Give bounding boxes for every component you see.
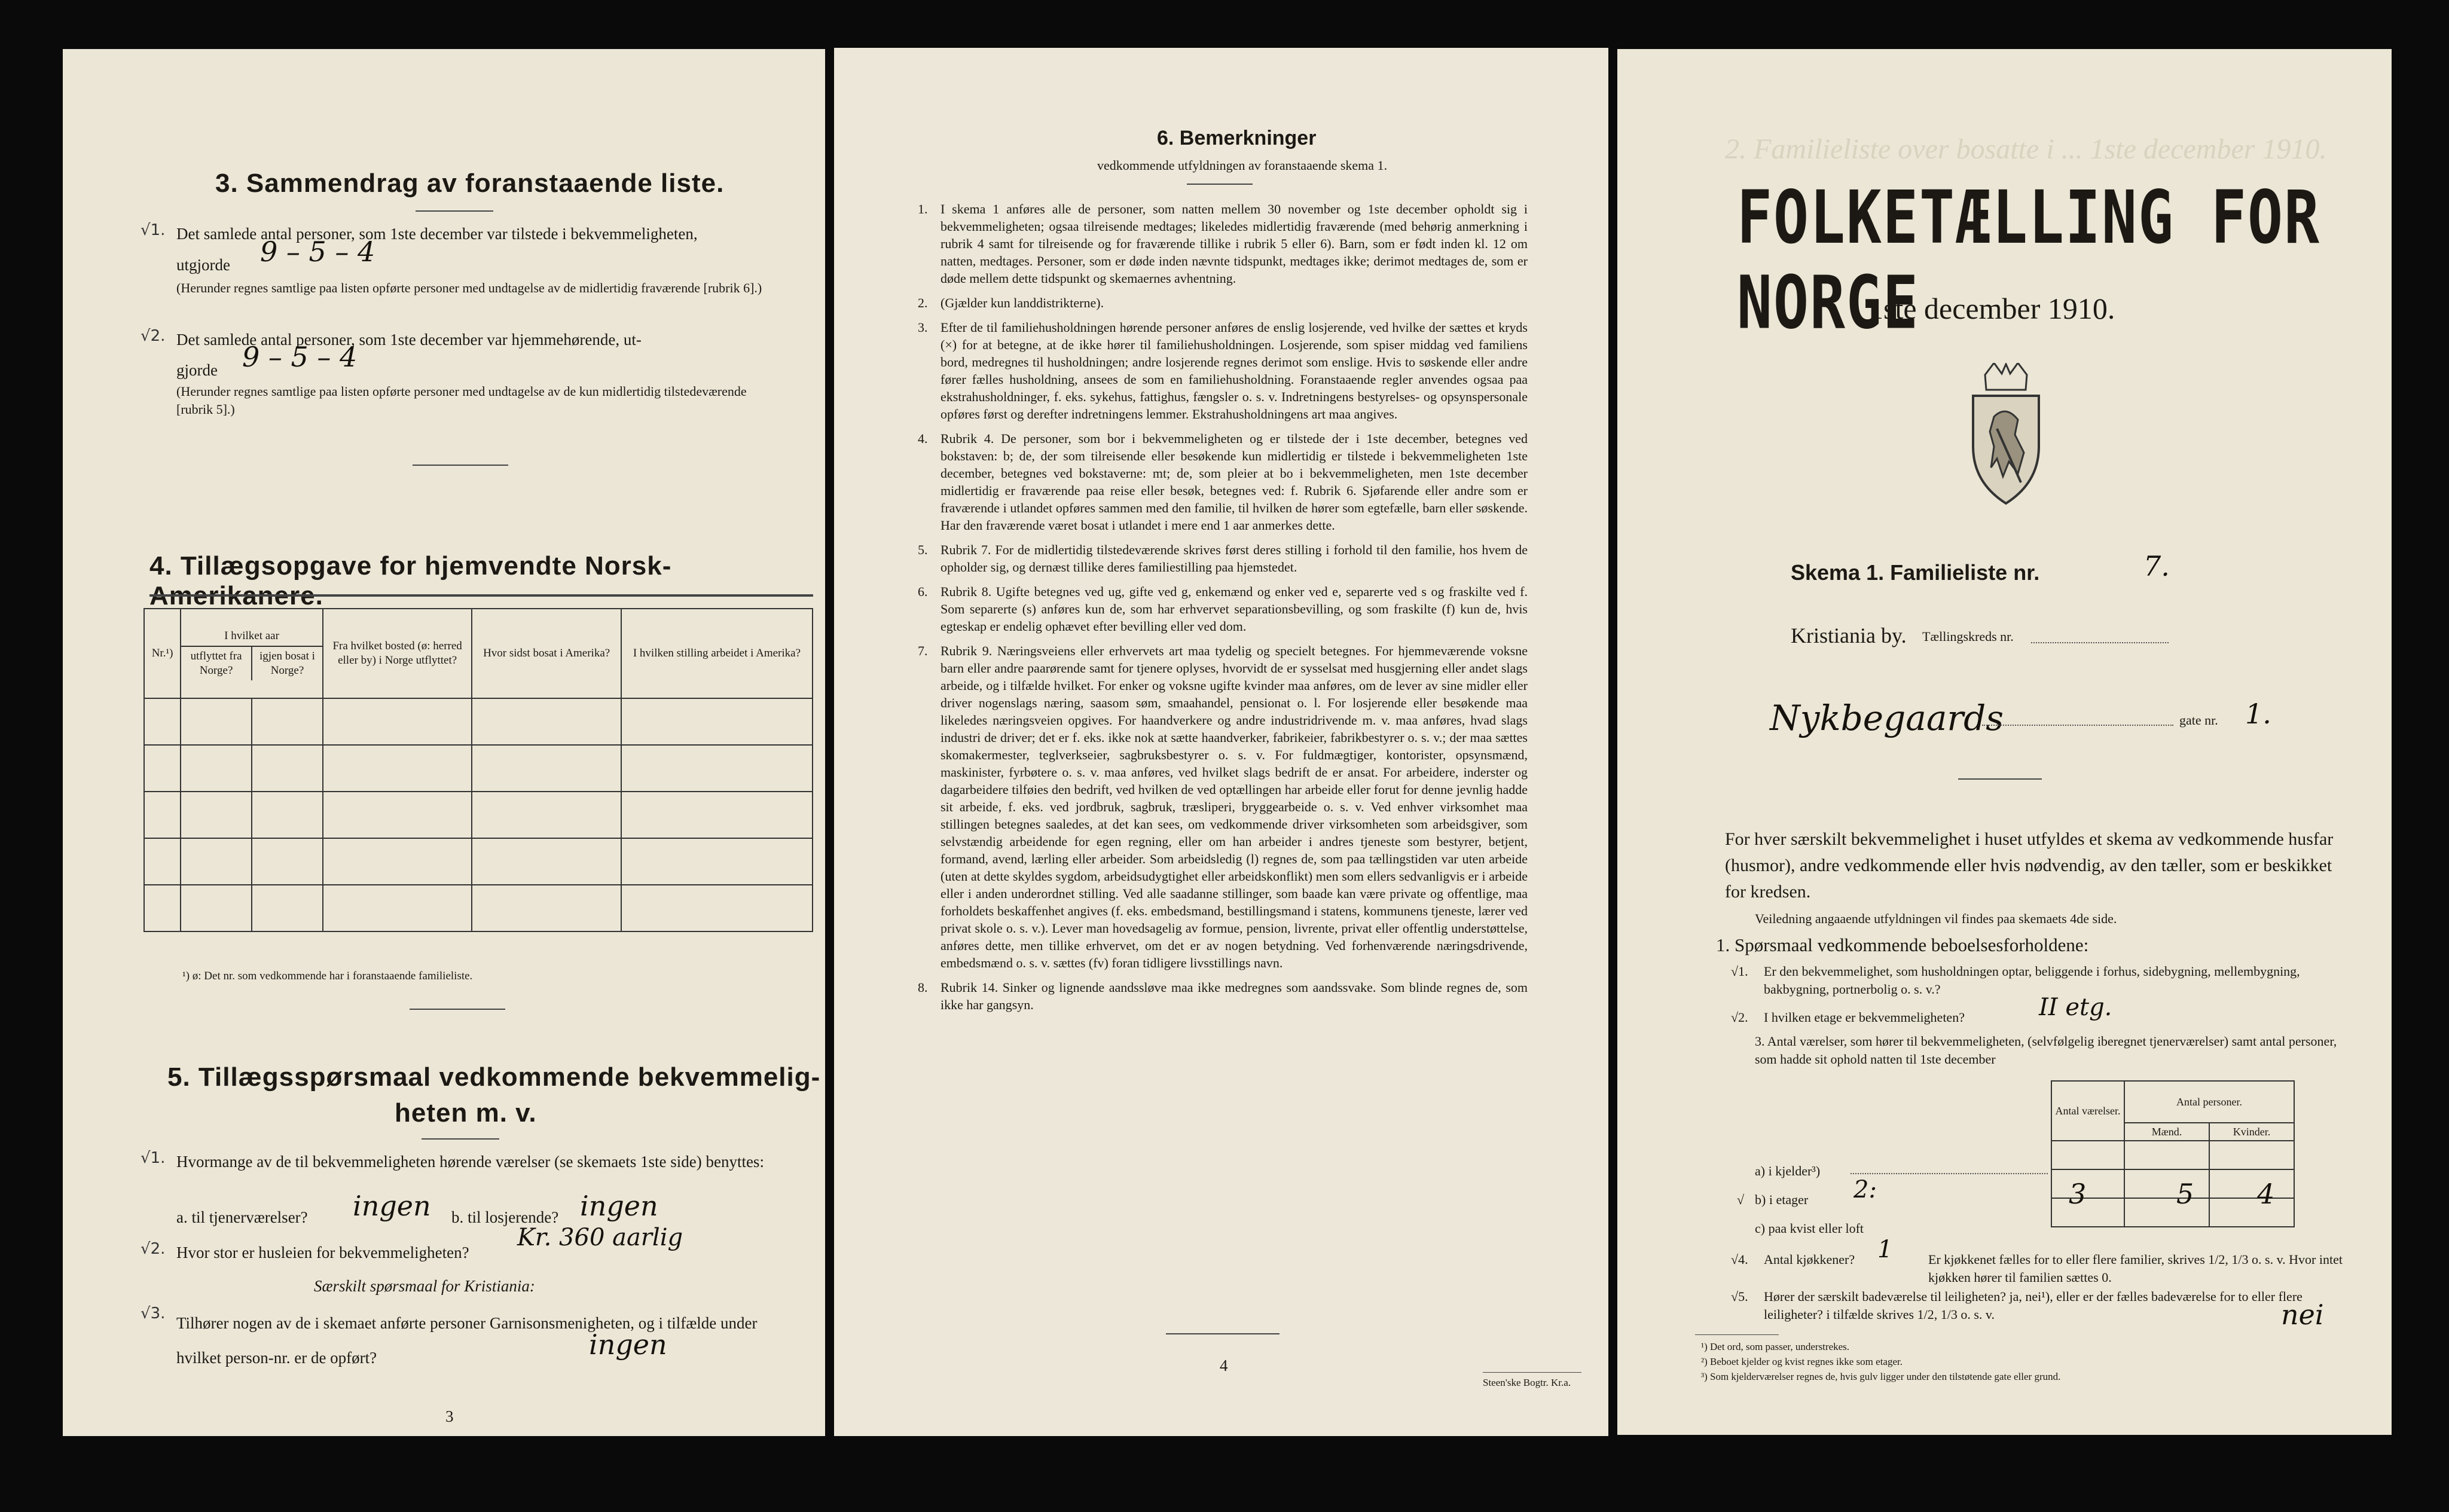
- s5-q1b-answer: ingen: [580, 1190, 658, 1222]
- col-women: Kvinder.: [2209, 1123, 2294, 1141]
- remark-number: 1.: [918, 201, 928, 216]
- remarks-list: [918, 200, 1528, 1021]
- divider: [1958, 778, 2042, 780]
- s5-question-1: Hvormange av de til bekvemmeligheten hørende værelser (se skemaets 1ste side) benyttes:: [176, 1153, 764, 1171]
- gate-number: 1.: [2245, 698, 2271, 730]
- page-right: [1617, 49, 2392, 1435]
- question-4: Antal kjøkkener?: [1764, 1252, 1855, 1267]
- divider: [1187, 184, 1253, 185]
- footnote-2: ²) Beboet kjelder og kvist regnes ikke som etager.: [1701, 1356, 1903, 1367]
- table-row: [144, 698, 813, 745]
- norsk-amerikanere-table: [143, 608, 813, 932]
- remark-number: 5.: [918, 542, 928, 557]
- printer-mark: Steen'ske Bogtr. Kr.a.: [1483, 1377, 1571, 1388]
- skema-number: 7.: [2143, 550, 2170, 582]
- col-stilling: I hvilken stilling arbeidet i Amerika?: [621, 609, 813, 698]
- question-1: Er den bekvemmelighet, som husholdningen optar, beliggende i forhus, sidebygning, mellembygning, bakbygning, portnerbolig o. s. v.?: [1764, 964, 2300, 997]
- section3-title: 3. Sammendrag av foranstaaende liste.: [215, 169, 725, 198]
- col-persons: Antal personer.: [2124, 1081, 2294, 1123]
- check-mark: √4.: [1731, 1252, 1748, 1267]
- section4-title: 4. Tillægsopgave for hjemvendte Norsk-Amerikanere.: [149, 551, 672, 610]
- coat-of-arms-icon: [1961, 363, 2051, 506]
- col-utflyttet: utflyttet fra Norge?: [181, 647, 252, 680]
- remark-text: Efter de til familiehusholdningen hørende personer anføres de enslig losjerende, ved hvilke der sættes et kryds (×) for at betegne, at de ikke hører til familiehusholdningen. Losjerende, som spiser middag ved familiens bord, medregnes til husholdningen; andre losjerende regnes derimot som enslige. Hvis to søskende eller andre fører fælles husholdning, ansees de som en familiehusholdning. Foranstaaende regler anvendes ogsaa paa ekstrahusholdninger, f. eks. sykehus, fattighus, fængsler o. s. v. Indretningens bestyrelses- og opsynspersonale opføres først og derefter indretningens lemmer. Ekstrahusholdningens art maa angives.: [940, 320, 1528, 421]
- remark-item: [918, 430, 1528, 534]
- check-mark: √2.: [141, 327, 166, 345]
- col-bosted: Fra hvilket bosted (ø: herred eller by) i Norge utflyttet?: [323, 609, 472, 698]
- s3-q2-label: gjorde: [176, 361, 218, 379]
- remark-text: Rubrik 14. Sinker og lignende aandssløve maa ikke medregnes som aandssvake. Som blinde regnes de, som ikke har gangsyn.: [940, 980, 1528, 1012]
- divider: [1483, 1372, 1581, 1373]
- remark-text: (Gjælder kun landdistrikterne).: [940, 295, 1104, 310]
- divider: [416, 210, 493, 212]
- intro-text: For hver særskilt bekvemmelighet i huset utfyldes et skema av vedkommende husfar (husmor), andre vedkommende eller hvis nødvendig, av den tæller, som er beskikket for kredsen.: [1725, 829, 2334, 902]
- remark-number: 2.: [918, 295, 928, 310]
- col-igjen: igjen bosat i Norge?: [259, 650, 315, 677]
- table-row: [144, 838, 813, 885]
- street-line: [1982, 725, 2173, 726]
- page-middle: [834, 48, 1608, 1436]
- street-name: Nykbegaards: [1770, 698, 2004, 738]
- s5-question-2: Hvor stor er husleien for bekvemmeligheten?: [176, 1244, 469, 1261]
- row-b-men: 5: [2176, 1178, 2194, 1210]
- question-5-answer: nei: [2281, 1299, 2324, 1331]
- col-rooms: Antal værelser.: [2051, 1081, 2124, 1141]
- row-etager: b) i etager: [1755, 1192, 1809, 1207]
- remark-number: 4.: [918, 431, 928, 446]
- divider: [413, 465, 508, 466]
- row-kvist: c) paa kvist eller loft: [1755, 1221, 1864, 1236]
- s5-q1a-answer: ingen: [353, 1190, 431, 1222]
- table-row: [144, 745, 813, 792]
- divider: [1166, 1333, 1280, 1334]
- s3-q2-note: (Herunder regnes samtlige paa listen opførte personer med undtagelse av de kun midlertidig tilstedeværende [rubrik 5].): [176, 384, 747, 417]
- remark-item: [918, 541, 1528, 576]
- question-4-rest: Er kjøkkenet fælles for to eller flere familier, skrives 1/2, 1/3 o. s. v. Hvor intet kjøkken hører til familien sættes 0.: [1928, 1252, 2343, 1285]
- section6-title: 6. Bemerkninger: [1157, 127, 1317, 149]
- remark-item: [918, 979, 1528, 1013]
- footnote-3: ³) Som kjelderværelser regnes de, hvis gulv ligger under den tilstøtende gate eller grund.: [1701, 1371, 2061, 1382]
- check-mark: √3.: [141, 1305, 166, 1322]
- col-amerika: Hvor sidst bosat i Amerika?: [472, 609, 621, 698]
- check-mark: √1.: [141, 221, 166, 239]
- row-b-floor: 2:: [1853, 1176, 1877, 1204]
- remark-text: I skema 1 anføres alle de personer, som natten mellem 30 november og 1ste december opholdt sig i bekvemmeligheten; ogsaa tilreisende medtages; likeledes midlertidig fraværende (med behørig anmerkning i rubrik 4 samt for tilreisende og for fraværende tillike i rubrik 5 eller 6). Barn, som er født inden kl. 12 om natten, medtages. Personer, som er døde inden nævnte tidspunkt, medtages ikke; derimot medtages de, som er døde mellem dette tidspunkt og skemaernes avhentning.: [940, 201, 1528, 286]
- footnote-1: ¹) Det ord, som passer, understrekes.: [1701, 1341, 1850, 1352]
- s5-q1a-label: a. til tjenerværelser?: [176, 1208, 308, 1226]
- remark-number: 7.: [918, 643, 928, 658]
- question-4-answer: 1: [1877, 1236, 1893, 1263]
- s5-special-heading: Særskilt spørsmaal for Kristiania:: [314, 1277, 535, 1295]
- section5-title-1: 5. Tillægsspørsmaal vedkommende bekvemmelig-: [167, 1062, 821, 1092]
- faded-header: 2. Familieliste over bosatte i ... 1ste december 1910.: [1725, 133, 2327, 165]
- gate-label: gate nr.: [2179, 713, 2218, 728]
- s5-question-3: Tilhører nogen av de i skemaet anførte personer Garnisonsmenigheten, og i tilfælde under hvilket person-nr. er de opført?: [176, 1314, 758, 1367]
- check-mark: √1.: [1731, 964, 1748, 979]
- col-men: Mænd.: [2124, 1123, 2209, 1141]
- remark-text: Rubrik 9. Næringsveiens eller erhvervets art maa tydelig og specielt betegnes. For hjemmeværende voksne barn eller andre paarørende samt for tjenere oplyses, hvorvidt de er sysselsat med husgjerning eller andet slags arbeide, og i tilfælde hvilket. For enker og voksne ugifte kvinder maa anføres, om de lever av sine midler eller driver nogenslags næring, saasom søm, smaahandel, pensionat o. l. For losjerende eller besøkende maa likeledes næringsveien opgives. For haandverkere og andre industridrivende m. v. maa anføres, hvad slags industri de driver; det er f. eks. ikke nok at sætte haandverker, fabrikeier, fabrikbestyrer o. s. v.; der maa sættes skomakermester, teglverkseier, sagbruksbestyrer o. s. v. For fuldmægtiger, kontorister, opsynsmænd, maskinister, fyrbøtere o. s. v. maa anføres, ved hvilket slags bedrift de er ansat. For arbeidere, inderster og dagarbeidere tilføies den bedrift, ved hvilken de ved optællingen har arbeide eller forut for denne jevnlig hadde sit arbeide, f. eks. ved jordbruk, sagbruk, træsliperi, bryggearbeide o. s. v. Ved enhver virksomhet maa stillingen betegnes saaledes, at det kan sees, om vedkommende driver virksomheten som arbeidsgiver, som selvstændig arbeidende for egen regning, eller om han arbeider i andres tjeneste som bestyrer, betjent, formand, avend, lærling eller arbeider. Som arbeidsledig (l) regnes de, som paa tællingstiden var uten arbeide (uten at dette skyldes sygdom, arbeidsudygtighet eller arbeidskonflikt) men som ellers sedvanligvis er i arbeide eller i anden underordnet stilling. Ved alle saadanne stillinger, som baade kan være private og offentlige, maa forholdets beskaffenhet angives (f. eks. embedsmand, bestillingsmand i statens, kommunens tjeneste, lærer ved privat skole o. s. v.). Lever man hovedsagelig av formue, pension, livrente, privat eller offentlig understøttelse, anføres dette, men tillike erhvervet, om det er av nogen betydning. Ved forhenværende næringsdrivende, embedsmænd o. s. v. sættes (fv) foran tidligere livsstillings navn.: [940, 643, 1528, 970]
- col-aar: [181, 609, 323, 698]
- census-date: 1ste december 1910.: [1868, 292, 2115, 325]
- page-number: 3: [445, 1407, 454, 1425]
- page-number: 4: [1220, 1357, 1228, 1374]
- remark-text: Rubrik 8. Ugifte betegnes ved ug, gifte ved g, enkemænd og enker ved e, separerte ved s og fraskilte ved f. Som separerte (s) anføres kun de, som har erhvervet separationsbevilling, og som fraskilte (f) kun de, hvis egteskap er endelig ophævet efter bevilling eller ved dom.: [940, 584, 1528, 634]
- check-mark: √: [1737, 1192, 1745, 1207]
- row-b-rooms: 3: [2069, 1178, 2087, 1210]
- section5-title-2: heten m. v.: [395, 1098, 537, 1128]
- divider: [149, 594, 813, 597]
- remark-item: [918, 200, 1528, 287]
- s5-q1b-label: b. til losjerende?: [451, 1208, 559, 1226]
- remark-number: 8.: [918, 980, 928, 995]
- remark-text: Rubrik 4. De personer, som bor i bekvemmeligheten og er tilstede der i 1ste december, betegnes ved bokstaven: b; de, der som tilreisende eller besøkende kun midlertidig er tilstede i bekvemmeligheten 1ste december, betegnes ved bokstaverne: mt; de, som pleier at bo i bekvemmeligheten, men 1ste december midlertidig er fraværende paa reise eller besøk, betegnes ved: f. Rubrik 6. Sjøfarende eller andre som er fraværende i utlandet opføres sammen med den familie, til hvilken de hører som egtefælle, barn eller søskende. Har den fraværende været bosat i utlandet i mere end 1 aar anmerkes dette.: [940, 431, 1528, 533]
- remark-item: [918, 294, 1528, 311]
- remark-number: 6.: [918, 584, 928, 599]
- s5-q3-answer: ingen: [589, 1328, 667, 1361]
- table-row: [144, 792, 813, 838]
- guide-text: Veiledning angaaende utfyldningen vil findes paa skemaets 4de side.: [1755, 911, 2117, 926]
- check-mark: √2.: [141, 1240, 166, 1258]
- question-3: 3. Antal værelser, som hører til bekvemmeligheten, (selvfølgelig iberegnet tjenerværelser) samt antal personer, som hadde sit ophold natten til 1ste december: [1755, 1034, 2337, 1067]
- s5-q2-answer: Kr. 360 aarlig: [517, 1224, 683, 1251]
- remark-item: [918, 319, 1528, 423]
- kreds-line: [2031, 642, 2169, 643]
- s3-question-1: Det samlede antal personer, som 1ste december var tilstede i bekvemmeligheten,: [176, 225, 698, 243]
- remark-item: [918, 583, 1528, 635]
- s4-footnote: ¹) ø: Det nr. som vedkommende har i foranstaaende familieliste.: [182, 970, 473, 982]
- s3-q1-answer: 9 – 5 – 4: [260, 236, 375, 268]
- row-kjelder: a) i kjelder³): [1755, 1163, 1821, 1178]
- remark-number: 3.: [918, 320, 928, 335]
- divider: [410, 1009, 505, 1010]
- question-2: I hvilken etage er bekvemmeligheten?: [1764, 1010, 1965, 1025]
- question-2-answer: II etg.: [2039, 994, 2112, 1021]
- question-5: Hører der særskilt badeværelse til leiligheten? ja, nei¹), eller er der fælles badeværelse for to eller flere leiligheter? i tilfælde skrives 1/2, 1/3 o. s. v.: [1764, 1289, 2303, 1322]
- main-title: FOLKETÆLLING FOR NORGE: [1737, 175, 2321, 346]
- s3-q1-note: (Herunder regnes samtlige paa listen opførte personer med undtagelse av de midlertidig fraværende [rubrik 6].): [176, 280, 762, 295]
- row-b-women: 4: [2257, 1178, 2275, 1210]
- section6-subtitle: vedkommende utfyldningen av foranstaaende skema 1.: [1097, 158, 1388, 173]
- check-mark: √2.: [1731, 1010, 1748, 1025]
- col-aar-label: I hvilket aar: [181, 627, 322, 647]
- kreds-label: Tællingskreds nr.: [1922, 629, 2014, 644]
- city-label: Kristiania by.: [1791, 624, 1907, 647]
- remark-item: [918, 642, 1528, 972]
- row-a-line: [1851, 1173, 2048, 1174]
- check-mark: √5.: [1731, 1289, 1748, 1304]
- s3-q2-answer: 9 – 5 – 4: [242, 341, 358, 373]
- skema-label: Skema 1. Familieliste nr.: [1791, 560, 2040, 585]
- divider: [1695, 1334, 1779, 1335]
- divider: [422, 1138, 499, 1140]
- s3-question-2: Det samlede antal personer, som 1ste december var hjemmehørende, ut-: [176, 331, 642, 349]
- remark-text: Rubrik 7. For de midlertidig tilstedeværende skrives først deres stilling i forhold til den familie, hos hvem de opholder sig, og dernæst tillike deres familiestilling paa hjemstedet.: [940, 542, 1528, 575]
- s3-q1-label: utgjorde: [176, 256, 230, 274]
- check-mark: √1.: [141, 1149, 166, 1167]
- questions-title: 1. Spørsmaal vedkommende beboelsesforholdene:: [1716, 934, 2089, 955]
- page-left: [63, 49, 825, 1436]
- table-row: [144, 885, 813, 931]
- col-nr: Nr.¹): [144, 609, 181, 698]
